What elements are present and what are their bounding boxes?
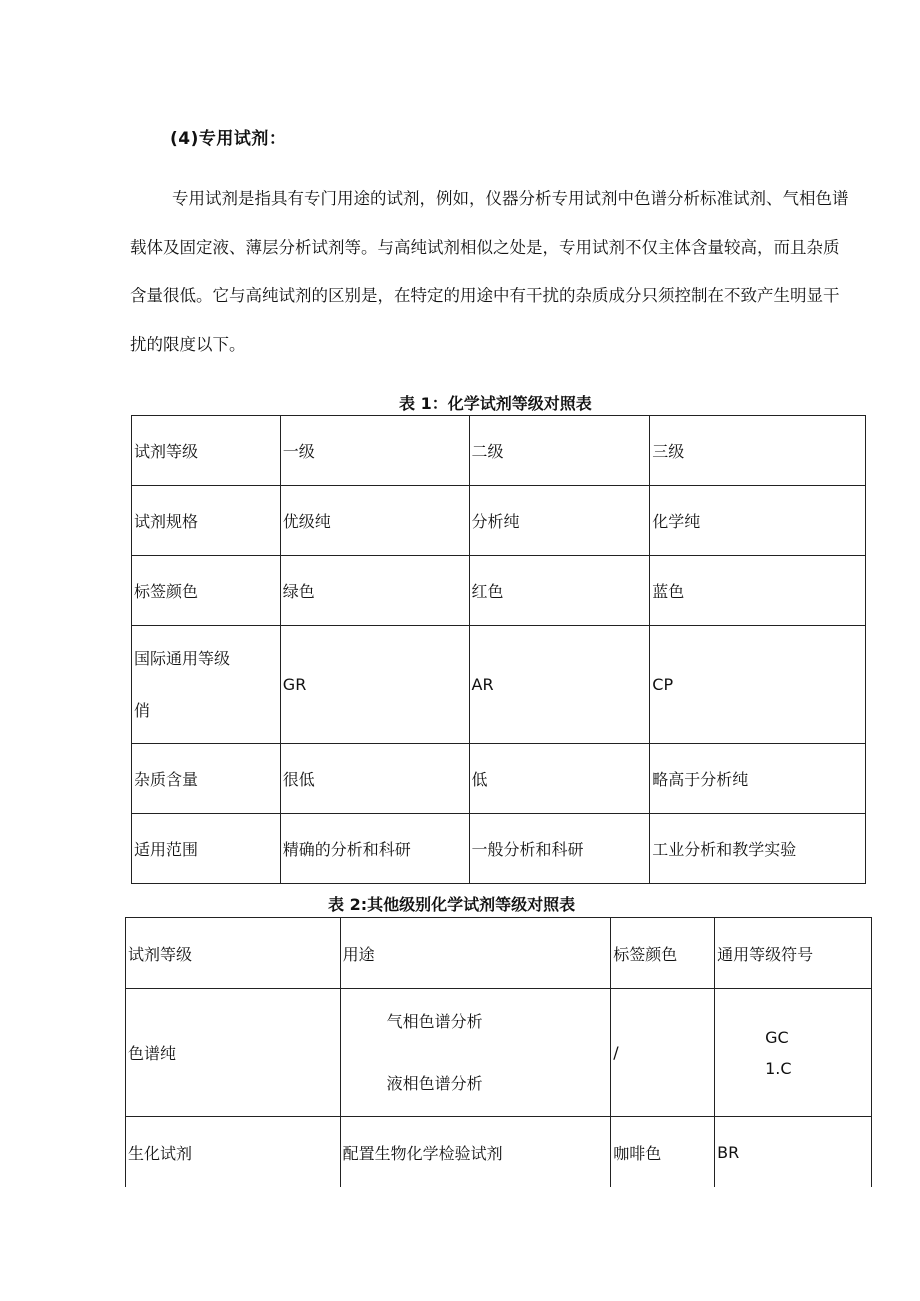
table-cell: 略高于分析纯: [650, 744, 866, 814]
table-cell: 色谱纯: [126, 989, 341, 1117]
table2-caption: 表 2:其他级别化学试剂等级对照表: [328, 895, 576, 914]
table-cell: BR: [715, 1117, 872, 1188]
paragraph-line: 专用试剂是指具有专门用途的试剂，例如，仪器分析专用试剂中色谱分析标准试剂、气相色谱: [172, 189, 849, 208]
table-cell: 分析纯: [469, 486, 650, 556]
table-row: [132, 744, 866, 814]
paragraph-line: 含量很低。它与高纯试剂的区别是，在特定的用途中有干扰的杂质成分只须控制在不致产生明显干: [130, 286, 840, 305]
table-cell: /: [611, 989, 715, 1117]
table-cell: 咖啡色: [611, 1117, 715, 1188]
table-header-cell: 用途: [340, 918, 611, 989]
table-row: [132, 626, 866, 744]
table-header-cell: 试剂等级: [126, 918, 341, 989]
paragraph-line: 载体及固定液、薄层分析试剂等。与高纯试剂相似之处是，专用试剂不仅主体含量较高，而且杂质: [130, 237, 840, 257]
table-cell: 低: [469, 744, 650, 814]
table-cell: 标签颜色: [132, 556, 281, 626]
table-cell: 红色: [469, 556, 650, 626]
cell-line: 气相色谱分析: [386, 1011, 483, 1031]
table-header-cell: 通用等级符号: [715, 918, 872, 989]
table-cell: AR: [469, 626, 650, 744]
table-row: [132, 556, 866, 626]
cell-line: 1.C: [765, 1058, 792, 1078]
table-row: [132, 416, 866, 486]
cell-line: GC: [765, 1027, 789, 1047]
table-cell: 化学纯: [650, 486, 866, 556]
table-cell: 很低: [280, 744, 469, 814]
table-cell: 生化试剂: [126, 1117, 341, 1188]
table-cell: 精确的分析和科研: [280, 814, 469, 884]
table-header-row: [126, 918, 872, 989]
table-cell: 二级: [469, 416, 650, 486]
grade-comparison-table: [131, 415, 866, 884]
cell-line: 俏: [134, 700, 151, 720]
table-cell: 配置生物化学检验试剂: [340, 1117, 611, 1188]
body-paragraph: [130, 175, 874, 369]
cell-line: 液相色谱分析: [386, 1073, 483, 1093]
table-row: [126, 989, 872, 1117]
section-heading: (4)专用试剂：: [170, 129, 287, 149]
table-cell: 试剂等级: [132, 416, 281, 486]
cell-line: 国际通用等级: [134, 648, 231, 668]
table-row: [126, 1117, 872, 1188]
table-cell: 试剂规格: [132, 486, 281, 556]
paragraph-line: 扰的限度以下。: [130, 334, 246, 354]
table-row: [132, 486, 866, 556]
table1-caption: 表 1：化学试剂等级对照表: [399, 394, 592, 413]
table-cell: 工业分析和教学实验: [650, 814, 866, 884]
table-cell: [715, 989, 872, 1117]
table-row: [132, 814, 866, 884]
table-cell: 一般分析和科研: [469, 814, 650, 884]
table-header-cell: 标签颜色: [611, 918, 715, 989]
table-cell: 优级纯: [280, 486, 469, 556]
table-cell: [132, 626, 281, 744]
table-cell: 杂质含量: [132, 744, 281, 814]
table-cell: 蓝色: [650, 556, 866, 626]
table-cell: 三级: [650, 416, 866, 486]
other-grades-table: [125, 917, 872, 1187]
table-cell: 一级: [280, 416, 469, 486]
table-cell: 适用范围: [132, 814, 281, 884]
table-cell: [340, 989, 611, 1117]
table-cell: 绿色: [280, 556, 469, 626]
table-cell: CP: [650, 626, 866, 744]
table-cell: GR: [280, 626, 469, 744]
